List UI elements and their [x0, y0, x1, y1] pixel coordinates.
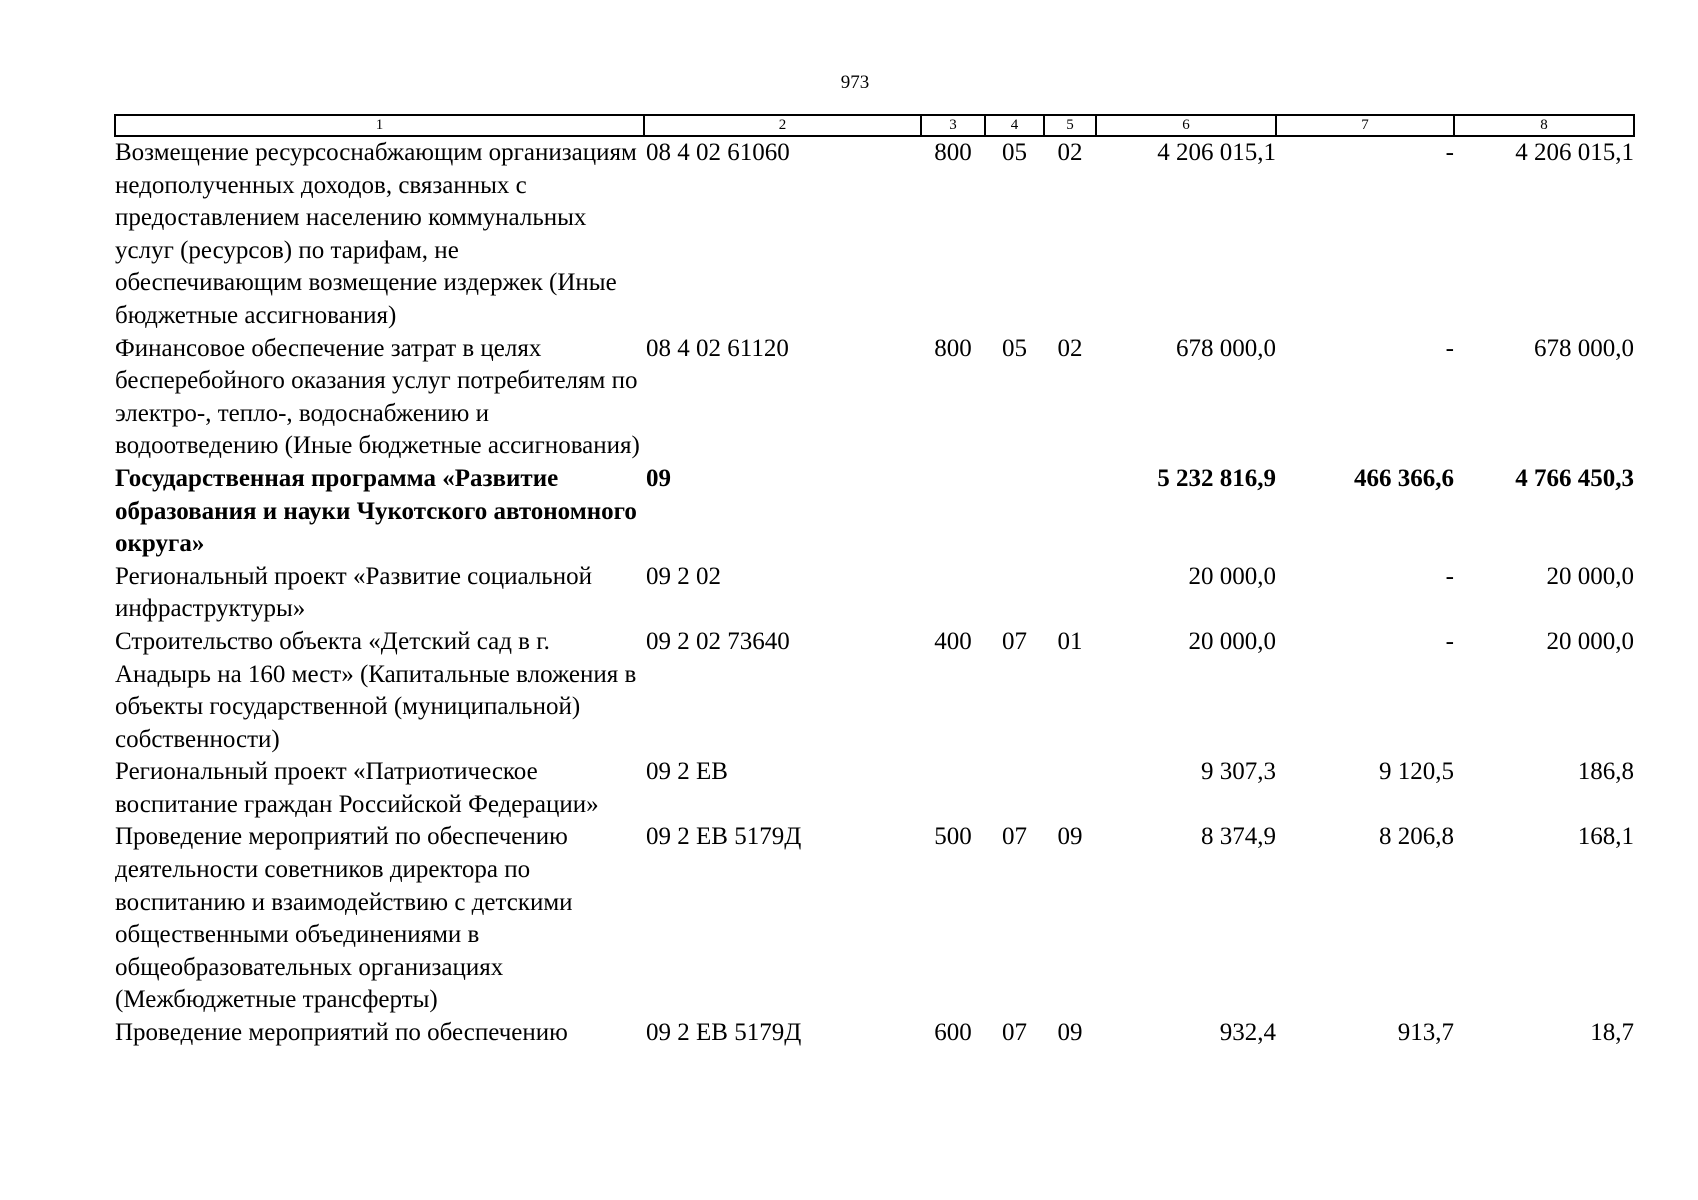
column-header: 5 [1044, 115, 1096, 136]
total-amount: 20 000,0 [1188, 562, 1276, 590]
federal-amount: - [1445, 627, 1454, 655]
target-article-code: 08 4 02 61060 [646, 139, 790, 166]
table-row [115, 626, 1634, 756]
target-article-code: 09 2 EВ [646, 758, 728, 786]
federal-amount: 9 120,5 [1379, 758, 1454, 786]
expense-type-code: 600 [934, 1019, 972, 1047]
row-description: Региональный проект «Патриотическое воспитание граждан Российской Федерации» [115, 758, 599, 818]
target-article-code: 09 2 02 [646, 562, 721, 590]
subsection-code [1044, 756, 1096, 821]
expense-type-code: 400 [934, 627, 972, 655]
target-article-code: 09 2 02 73640 [646, 627, 790, 655]
federal-amount: 466 366,6 [1354, 464, 1454, 492]
subsection-code: 09 [1057, 1019, 1083, 1047]
table-row [115, 333, 1634, 463]
regional-amount: 678 000,0 [1534, 334, 1634, 362]
row-description: Государственная программа «Развитие образования и науки Чукотского автономного округа» [115, 464, 637, 558]
federal-amount: - [1445, 334, 1454, 362]
subsection-code: 02 [1057, 334, 1083, 362]
expense-type-code: 500 [934, 823, 972, 851]
row-description: Проведение мероприятий по обеспечению деятельности советников директора по воспитанию и взаимодействию с детскими общественными объединениями в общеобразовательных организациях (Межбюджетные трансферты) [115, 823, 573, 1014]
regional-amount: 20 000,0 [1546, 627, 1634, 655]
expense-type-code: 800 [934, 334, 972, 362]
subsection-code: 01 [1057, 627, 1083, 655]
row-description: Возмещение ресурсоснабжающим организациям недополученных доходов, связанных с предоставлением населению коммунальных услуг (ресурсов) по тарифам, не обеспечивающим возмещение издержек (Иные бюджетные ассигнования) [115, 139, 637, 329]
federal-amount: - [1445, 139, 1454, 166]
regional-amount: 18,7 [1590, 1019, 1634, 1047]
subsection-code [1044, 561, 1096, 626]
budget-table [114, 114, 1635, 1050]
subsection-code [1044, 463, 1096, 561]
table-row [115, 463, 1634, 561]
section-code [985, 561, 1044, 626]
total-amount: 5 232 816,9 [1157, 464, 1276, 492]
expense-type-code [921, 561, 985, 626]
column-header: 8 [1454, 115, 1634, 136]
section-code [985, 756, 1044, 821]
total-amount: 678 000,0 [1176, 334, 1276, 362]
expense-type-code [921, 756, 985, 821]
section-code: 05 [1002, 334, 1027, 362]
table-row [115, 1017, 1634, 1050]
federal-amount: 8 206,8 [1379, 823, 1454, 851]
regional-amount: 186,8 [1577, 758, 1634, 786]
federal-amount: 913,7 [1397, 1019, 1454, 1047]
total-amount: 932,4 [1219, 1019, 1276, 1047]
section-code: 05 [1002, 139, 1027, 166]
regional-amount: 4 206 015,1 [1515, 139, 1634, 166]
section-code: 07 [1002, 1019, 1027, 1047]
table-row [115, 136, 1634, 333]
total-amount: 8 374,9 [1201, 823, 1276, 851]
target-article-code: 09 [646, 464, 671, 492]
regional-amount: 168,1 [1577, 823, 1634, 851]
table-row [115, 756, 1634, 821]
column-header: 2 [644, 115, 921, 136]
subsection-code: 09 [1057, 823, 1083, 851]
subsection-code: 02 [1057, 139, 1083, 166]
column-header: 6 [1096, 115, 1276, 136]
total-amount: 9 307,3 [1201, 758, 1276, 786]
table-row [115, 561, 1634, 626]
row-description: Региональный проект «Развитие социальной инфраструктуры» [115, 562, 592, 623]
row-description: Проведение мероприятий по обеспечению [115, 1019, 568, 1047]
expense-type-code [921, 463, 985, 561]
total-amount: 4 206 015,1 [1157, 139, 1276, 166]
column-header: 1 [115, 115, 644, 136]
federal-amount: - [1445, 562, 1454, 590]
page-number: 973 [840, 72, 870, 93]
section-code [985, 463, 1044, 561]
regional-amount: 20 000,0 [1546, 562, 1634, 590]
table-row [115, 821, 1634, 1017]
section-code: 07 [1002, 627, 1027, 655]
section-code: 07 [1002, 823, 1027, 851]
row-description: Финансовое обеспечение затрат в целях бесперебойного оказания услуг потребителям по электро-, тепло-, водоснабжению и водоотведению (Иные бюджетные ассигнования) [115, 334, 640, 460]
regional-amount: 4 766 450,3 [1515, 464, 1634, 492]
target-article-code: 09 2 EВ 5179Д [646, 823, 802, 851]
row-description: Строительство объекта «Детский сад в г. Анадырь на 160 мест» (Капитальные вложения в объекты государственной (муниципальной) собственности) [115, 627, 637, 753]
total-amount: 20 000,0 [1188, 627, 1276, 655]
column-header: 7 [1276, 115, 1454, 136]
expense-type-code: 800 [934, 139, 972, 166]
column-header: 3 [921, 115, 985, 136]
header-row [115, 115, 1634, 136]
target-article-code: 09 2 EВ 5179Д [646, 1019, 802, 1047]
target-article-code: 08 4 02 61120 [646, 334, 789, 362]
column-header: 4 [985, 115, 1044, 136]
